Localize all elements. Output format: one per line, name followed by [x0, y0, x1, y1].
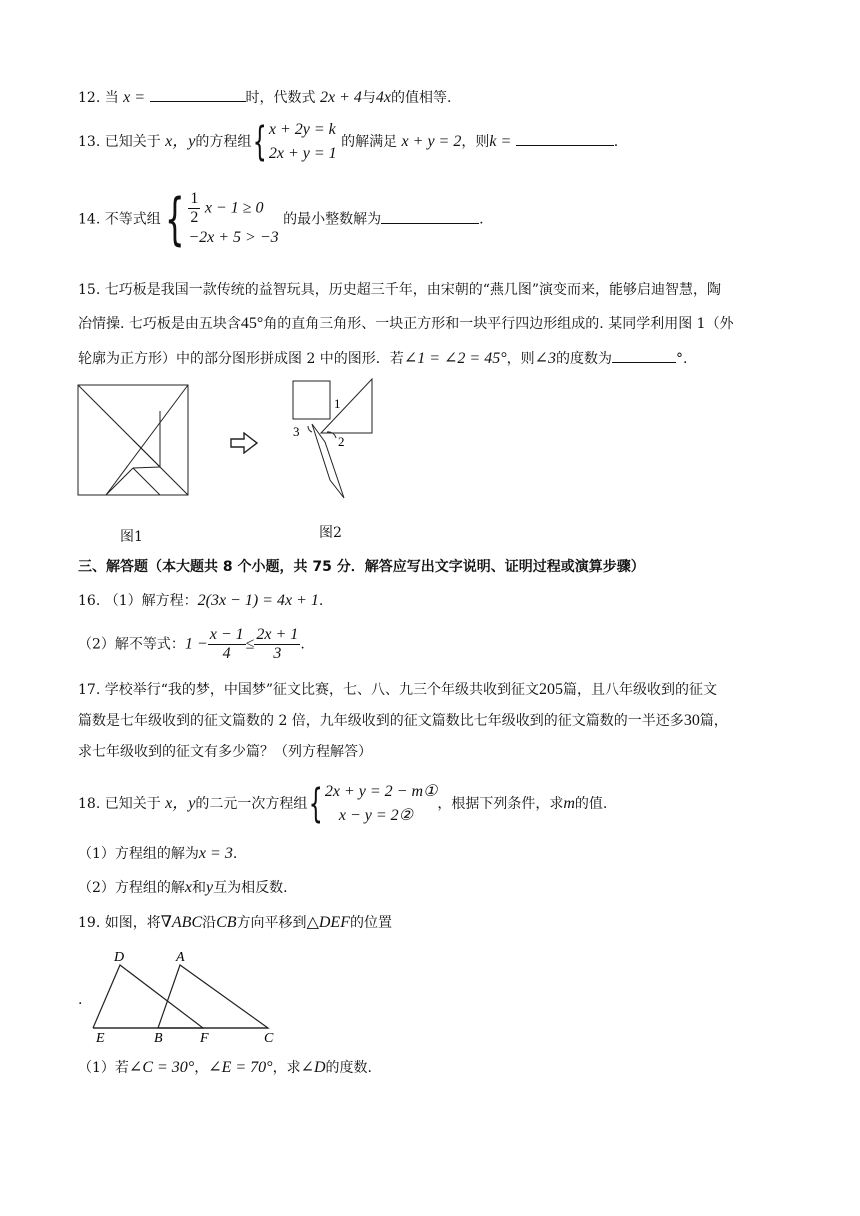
q17-line-2 — [78, 711, 728, 731]
q13-eq2: 2x + y = 1 — [268, 145, 337, 162]
q12-answer-blank[interactable] — [150, 87, 246, 102]
question-12 — [78, 87, 451, 108]
q14-fraction — [188, 190, 200, 227]
q16-fraction-2 — [254, 626, 300, 663]
q16-p1-equation: 2(3x − 1) = 4x + 1 — [197, 592, 319, 609]
q18-part-2 — [78, 878, 288, 898]
q16-f1-num: x − 1 — [209, 626, 244, 643]
q15-angle-cond: ∠1 = ∠2 = 45° — [403, 350, 507, 367]
translated-triangles-figure — [88, 945, 288, 1045]
q18-p1-equation: x = 3 — [198, 845, 233, 862]
q14-answer-blank[interactable] — [381, 209, 479, 224]
q18-p2-and: 和 — [192, 880, 207, 896]
q18-p2-tail: 互为相反数. — [213, 880, 288, 896]
figure-2-label-3: 3 — [293, 424, 300, 439]
q14-system — [188, 190, 278, 249]
q17-line-1b: 篇，且八年级收到的征文 — [563, 682, 718, 698]
q17-line-2a: 篇数是七年级收到的征文篇数的 2 倍，九年级收到的征文篇数比七年级收到的征文篇数的一半还多 — [78, 713, 684, 729]
q12-expression-1: 2x + 4 — [319, 89, 362, 106]
q16-p1-pre: 16. （1）解方程： — [78, 593, 198, 609]
q18-eq2: x − y = 2② — [338, 807, 413, 824]
q13-mid: 的方程组 — [195, 134, 252, 150]
q19-cb: CB — [216, 914, 237, 931]
q13-answer-blank[interactable] — [516, 131, 614, 146]
q17-line-1a: 17. 学校举行“我的梦，中国梦”征文比赛，七、八、九三个年级共收到征文 — [78, 682, 540, 698]
q17-n30: 30 — [683, 712, 700, 729]
q16-leq: ≤ — [245, 635, 255, 653]
q12-text-mid: 时，代数式 — [245, 90, 316, 106]
figure-2-label-2: 2 — [338, 434, 345, 449]
q16-p1-end: . — [318, 593, 324, 609]
q19-along: 沿 — [202, 915, 217, 931]
q18-brace: { — [309, 781, 324, 827]
q17-n205: 205 — [539, 681, 564, 698]
q18-m: m — [563, 795, 575, 812]
q18-vars: x，y — [165, 795, 196, 812]
q17-line-1 — [78, 680, 717, 700]
q19-p1-angle-e: ∠E = 70° — [208, 1059, 273, 1076]
question-19 — [78, 913, 392, 933]
q19-p1-pre: （1）若 — [78, 1060, 129, 1076]
q18-p1-end: . — [232, 846, 238, 862]
q18-p1-pre: （1）方程组的解为 — [78, 846, 199, 862]
figure-2-label-1: 1 — [334, 396, 341, 411]
q19-triangle-abc: ∇ABC — [160, 914, 203, 931]
q19-p1-angle-c: ∠C = 30° — [128, 1059, 195, 1076]
q14-number: 14. 不等式组 — [78, 211, 161, 228]
q12-expression-2: 4x — [375, 89, 391, 106]
q19-p1-mid: ，求 — [272, 1060, 301, 1076]
tangram-figure-1 — [77, 384, 189, 498]
q19-mid: 方向平移到 — [236, 915, 307, 931]
q15-line-3a: 轮廓为正方形）中的部分图形拼成图 2 中的图形．若 — [78, 351, 404, 367]
label-E: E — [96, 1031, 105, 1045]
q13-k-equals: k = — [489, 133, 512, 150]
q16-p2-pre: （2）解不等式： — [78, 636, 185, 653]
q18-number: 18. 已知关于 — [78, 796, 161, 812]
q17-line-3: 求七年级收到的征文有多少篇？（列方程解答） — [78, 744, 372, 760]
q19-p1-end: 的度数. — [325, 1060, 372, 1076]
q15-deg45: 45° — [240, 315, 264, 332]
q18-p2-pre: （2）方程组的解 — [78, 880, 185, 896]
question-13 — [78, 118, 618, 166]
label-B: B — [154, 1031, 163, 1045]
tangram-figure-2 — [288, 376, 380, 502]
q16-part-2 — [78, 626, 305, 663]
q14-brace: { — [164, 186, 185, 252]
q15-line-3b: ，则 — [506, 351, 535, 367]
q12-number: 12. 当 — [78, 90, 119, 106]
arrow-right-icon — [230, 432, 258, 454]
question-18 — [78, 780, 607, 828]
q13-brace: { — [253, 119, 268, 165]
q16-p2-end: . — [300, 636, 305, 653]
q18-mid: 的二元一次方程组 — [195, 796, 308, 812]
q13-eq1: x + 2y = k — [268, 121, 336, 138]
q16-f2-num: 2x + 1 — [256, 626, 299, 643]
q19-tail: 的位置 — [349, 915, 392, 931]
q12-tail: 的值相等. — [391, 90, 452, 106]
q13-cond-pre: 的解满足 — [341, 134, 398, 150]
q12-and: 与 — [361, 90, 376, 106]
q18-tail-a: ，根据下列条件，求 — [437, 796, 564, 812]
figure-1-caption: 图1 — [120, 529, 143, 545]
q15-line-3 — [78, 348, 687, 369]
section-3-heading: 三、解答题（本大题共 8 个小题，共 75 分．解答应写出文字说明、证明过程或演算步骤） — [78, 559, 645, 575]
q15-line-2b: 角的直角三角形、一块正方形和一块平行四边形组成的. 某同学利用图 1（外 — [263, 316, 734, 332]
q19-part-1 — [78, 1058, 372, 1078]
q13-condition: x + y = 2 — [401, 133, 462, 150]
q13-then: ，则 — [461, 134, 490, 150]
label-C: C — [264, 1031, 274, 1045]
q14-ineq1 — [188, 190, 278, 227]
q13-number: 13. 已知关于 — [78, 134, 161, 150]
q13-system — [269, 118, 337, 166]
q19-p1-angle-d: ∠D — [300, 1059, 326, 1076]
question-14 — [78, 186, 484, 252]
q13-vars: x，y — [165, 133, 196, 150]
figure-2-caption: 图2 — [319, 525, 342, 541]
label-F: F — [200, 1031, 209, 1045]
q18-eq1: 2x + y = 2 − m① — [324, 783, 438, 800]
q19-p1-sep: ， — [194, 1060, 209, 1076]
q14-tail: 的最小整数解为 — [283, 211, 382, 228]
q15-line-2 — [78, 314, 734, 334]
q16-f1-den: 4 — [222, 645, 231, 662]
q16-p2-lhs: 1 − — [184, 635, 208, 653]
q18-system — [325, 780, 438, 828]
q14-ineq2: −2x + 5 > −3 — [188, 229, 279, 246]
q18-p2-y: y — [206, 879, 214, 896]
label-A: A — [176, 950, 185, 965]
q19-dot: . — [78, 992, 83, 1008]
q15-deg-end: °. — [676, 351, 688, 367]
q14-frac-num: 1 — [190, 190, 199, 207]
q12-x-equals: x = — [123, 89, 146, 106]
q18-p2-x: x — [184, 879, 193, 896]
q19-triangle-def: △DEF — [306, 914, 350, 931]
q15-answer-blank[interactable] — [612, 348, 676, 363]
q17-line-2b: 篇， — [699, 713, 728, 729]
q15-line-3c: 的度数为 — [556, 351, 613, 367]
q16-f2-den: 3 — [273, 645, 282, 662]
q16-part-1 — [78, 591, 323, 611]
q15-line-1: 15. 七巧板是我国一款传统的益智玩具，历史超三千年，由宋朝的“燕几图”演变而来，能够启迪智慧，陶 — [78, 282, 722, 298]
q16-fraction-1 — [208, 626, 246, 663]
q14-frac-den: 2 — [190, 209, 199, 226]
q14-end: . — [479, 211, 484, 228]
label-D: D — [114, 950, 125, 965]
q13-end: . — [613, 134, 619, 150]
q15-angle3: ∠3 — [534, 350, 557, 367]
q18-tail-b: 的值. — [574, 796, 608, 812]
q14-ineq1-rest: x − 1 ≥ 0 — [204, 199, 264, 217]
q15-line-2a: 冶情操. 七巧板是由五块含 — [78, 316, 241, 332]
q19-pre: 19. 如图，将 — [78, 915, 161, 931]
q18-part-1 — [78, 844, 237, 864]
